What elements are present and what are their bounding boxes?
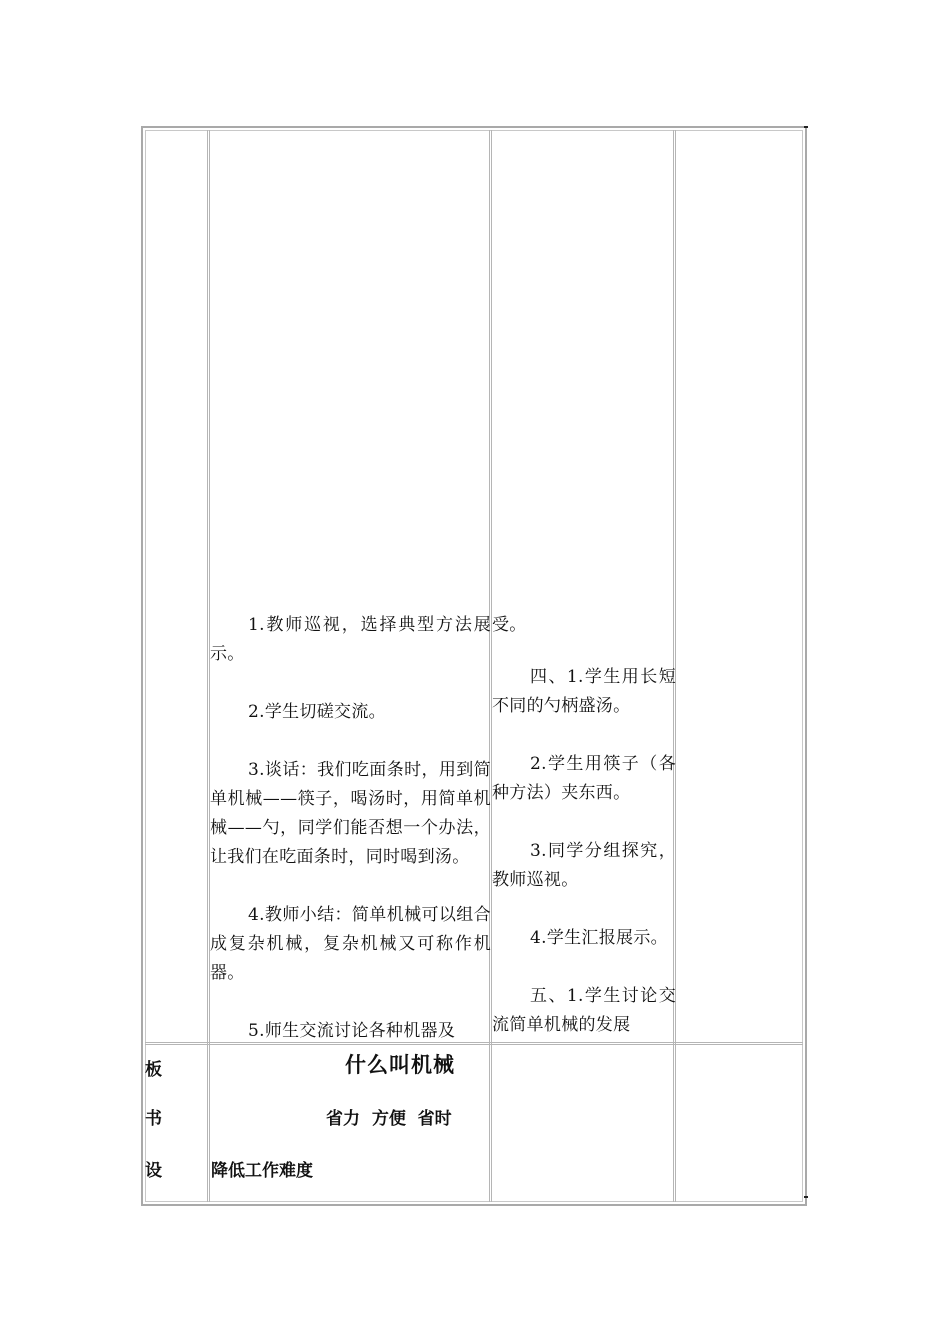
edge-mark-bottom [804,1196,808,1198]
edge-mark-top [804,126,808,128]
teacher-activity-1: 1.教师巡视，选择典型方法展示。 [210,615,491,664]
teacher-activity-2: 2.学生切磋交流。 [248,702,386,722]
student-activity-2: 2.学生用筷子（各种方法）夹东西。 [492,754,676,803]
board-title: 什么叫机械 [345,1053,455,1077]
board-line-1: 省力 方便 省时 [326,1109,452,1129]
student-activity-1: 四、1.学生用长短不同的勺柄盛汤。 [492,667,676,716]
teacher-activity-4: 4.教师小结：简单机械可以组合成复杂机械，复杂机械又可称作机器。 [210,905,491,983]
board-label-char-1: 板 [145,1060,162,1080]
student-activity-3: 3.同学分组探究，教师巡视。 [492,841,676,890]
student-activity-4: 4.学生汇报展示。 [530,928,668,948]
student-activity-lead: 受。 [492,615,527,635]
board-line-2: 降低工作难度 [211,1161,313,1181]
teacher-activity-cell [210,611,491,1075]
teacher-activity-3: 3.谈话：我们吃面条时，用到简单机械——筷子，喝汤时，用简单机械——勺，同学们能否想一个办法，让我们在吃面条时，同时喝到汤。 [210,760,491,867]
board-label-char-2: 书 [145,1109,162,1129]
teacher-activity-5: 5.师生交流讨论各种机器及 [248,1021,456,1041]
student-activity-cell [492,611,676,1069]
board-label-char-3: 设 [145,1161,162,1181]
student-activity-5: 五、1.学生讨论交流简单机械的发展 [492,986,676,1035]
